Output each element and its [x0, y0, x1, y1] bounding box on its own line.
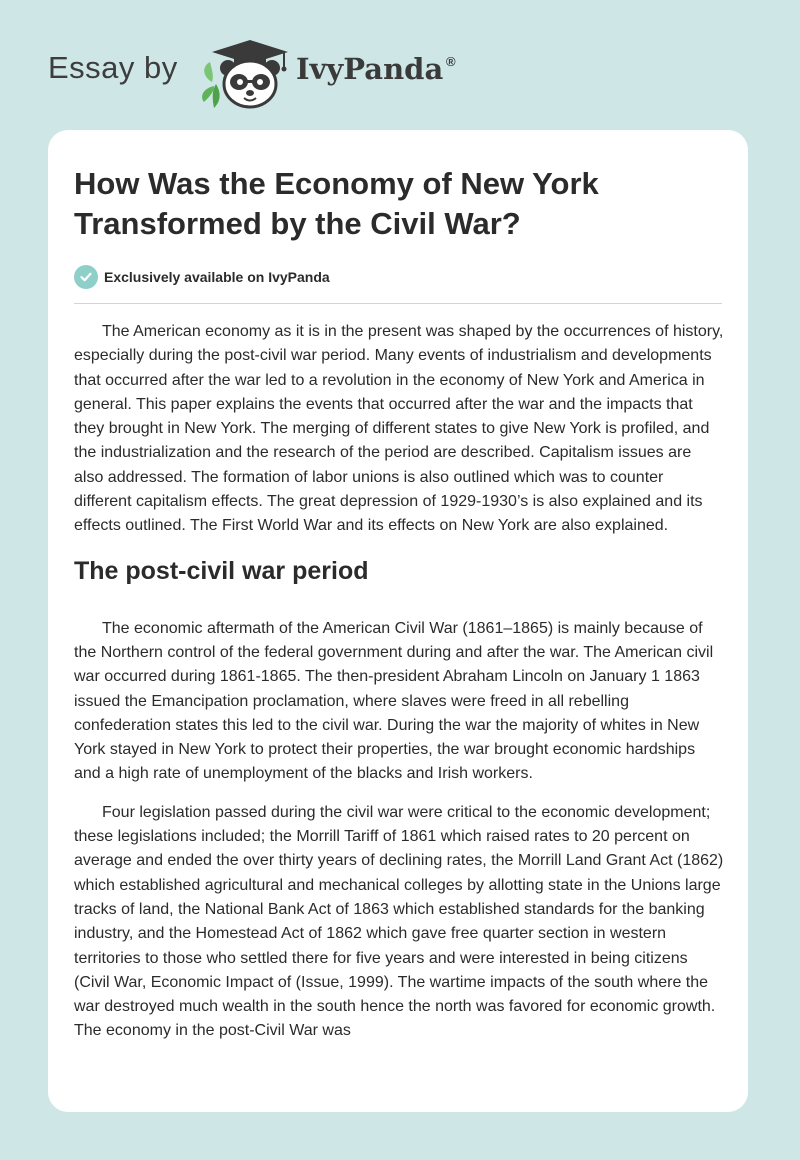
exclusive-badge — [74, 264, 330, 290]
exclusive-badge-label: Exclusively available on IvyPanda — [104, 269, 330, 285]
brand-name[interactable]: IvyPanda — [296, 52, 444, 86]
registered-mark: ® — [446, 54, 456, 69]
paragraph-legislation: Four legislation passed during the civil war were critical to the economic development; these legislations included; the Morrill Tariff of 1861 which raised rates to 20 percent on average and ended the over thirty years of declining rates, the Morrill Land Grant Act (1862) which established agricultural and mechanical colleges by allotting state in the Unions large tracks of land, the National Bank Act of 1863 which established standards for the banking industry, and the Homestead Act of 1862 which gave free quarter section in western territories to those who settled there for five years and were interested in being citizens (Civil War, Economic Impact of (Issue, 1999). The wartime impacts of the south where the war destroyed much wealth in the south hence the north was favored for economic growth. The economy in the post-Civil War was — [74, 803, 724, 1040]
panda-logo-icon[interactable] — [200, 36, 292, 110]
section-heading: The post-civil war period — [74, 556, 369, 585]
paragraph-intro: The American economy as it is in the present was shaped by the occurrences of history, especially during the post-civil war period. Many events of industrialism and developments that occurred after the war led to a revolution in the economy of New York and America in general. This paper explains the events that occurred after the war and the impacts that they brought in New York. The merging of different states to give New York is profiled, and the industrialization and the research of the period are described. Capitalism issues are also addressed. The formation of labor unions is also outlined which was to counter different capitalism effects. The great depression of 1929-1930’s is also explained and its effects outlined. The First World War and its effects on New York are also explained. — [74, 323, 724, 535]
essay-body — [74, 320, 724, 1058]
essay-title: How Was the Economy of New York Transformed by the Civil War? — [74, 166, 599, 241]
paragraph-aftermath: The economic aftermath of the American Civil War (1861–1865) is mainly because of the Northern control of the federal government during and after the war. The American civil war occurred during 1861-1865. The then-president Abraham Lincoln on January 1 1863 issued the Emancipation proclamation, where slaves were freed in all rebelling confederation states this led to the civil war. During the war the majority of whites in New York stayed in New York to protect their properties, the war brought economic hardships and a high rate of unemployment of the blacks and Irish workers. — [74, 619, 714, 783]
essay-by-label: Essay by — [48, 50, 178, 85]
site-header — [0, 0, 800, 130]
essay-card — [48, 130, 748, 1112]
title-divider — [74, 303, 722, 304]
check-circle-icon — [74, 265, 98, 289]
